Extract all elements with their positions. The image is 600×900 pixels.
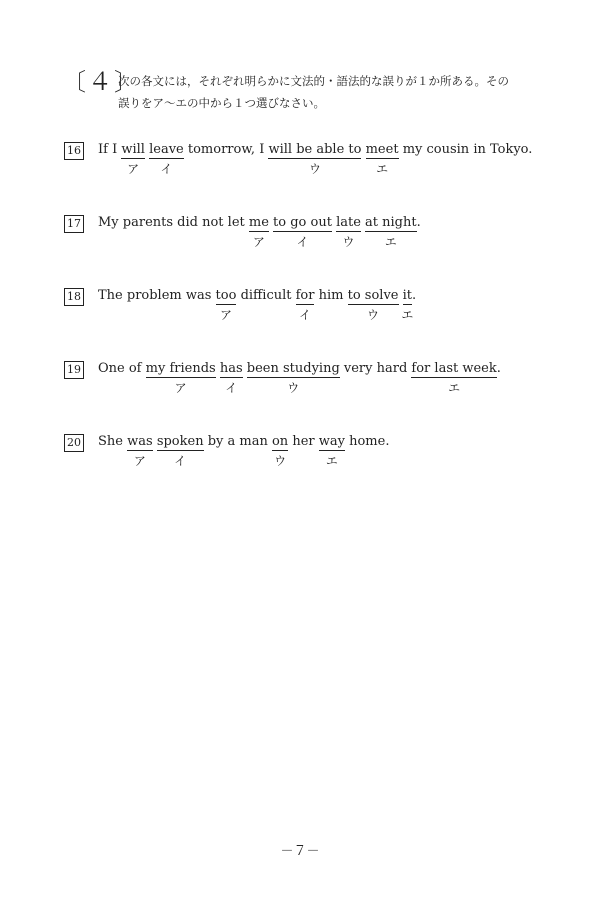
segment-text: will [121,142,145,157]
question-number-box: 18 [64,288,84,306]
segment-text: difficult [236,288,296,303]
segment-text: tomorrow, I [183,142,269,157]
underlined-choice [215,288,237,322]
segment-text: One of [98,361,146,376]
segment-text: to go out [273,215,332,230]
segment-text: . [496,361,501,376]
segment-text: home. [344,434,390,449]
segment-text: her [288,434,319,449]
section-number: 〔４〕 [62,68,140,96]
underlined-choice [246,361,340,395]
sentence-text [314,286,347,306]
choice-label: エ [448,381,461,395]
segment-text: If I [98,142,122,157]
question-sentence [98,432,390,468]
segment-text: will be able to [268,142,362,157]
choice-label: ウ [287,381,300,395]
segment-text: it [402,288,413,303]
sentence-text [184,140,269,160]
segment-text: . [416,215,421,230]
underlined-choice [271,434,289,468]
question-item [64,213,544,263]
question-sentence [98,213,421,249]
underlined-choice [149,142,184,176]
sentence-text [98,286,216,306]
choice-label: ア [174,381,187,395]
instruction-line-2: 誤りをア～エの中から１つ選びなさい。 [118,96,325,110]
underlined-choice [127,434,153,468]
segment-text: meet [365,142,399,157]
segment-text: too [215,288,237,303]
underlined-choice [156,434,204,468]
segment-text: My parents did not let [98,215,249,230]
choice-label: イ [225,381,238,395]
segment-text: late [336,215,361,230]
question-sentence [98,140,533,176]
segment-text: him [314,288,348,303]
question-number-box: 20 [64,434,84,452]
choice-label: ア [219,308,232,322]
choice-label: ウ [274,454,287,468]
question-sentence [98,286,417,322]
underlined-choice [365,142,399,176]
choice-label: ウ [367,308,380,322]
instruction-line-1: 次の各文には，それぞれ明らかに文法的・語法的な誤りが１か所ある。その [118,74,509,88]
underlined-choice [268,142,362,176]
sentence-text [345,432,389,452]
question-item [64,432,544,482]
sentence-text [98,359,146,379]
underlined-choice [336,215,361,249]
choice-label: イ [299,308,312,322]
sentence-text [98,213,249,233]
sentence-text [417,213,421,233]
segment-text: on [271,434,289,449]
segment-text: very hard [339,361,412,376]
segment-text: spoken [156,434,204,449]
sentence-text [98,140,121,160]
question-number-box: 16 [64,142,84,160]
question-item [64,286,544,336]
segment-text: been studying [246,361,340,376]
choice-label: ウ [342,235,355,249]
underlined-choice [295,288,315,322]
sentence-text [412,286,416,306]
segment-text: . [412,288,417,303]
underlined-choice [248,215,269,249]
sentence-text [236,286,295,306]
question-number-box: 17 [64,215,84,233]
segment-text: was [127,434,153,449]
segment-text: my cousin in Tokyo. [398,142,533,157]
choice-label: エ [401,308,414,322]
underlined-choice [347,288,399,322]
underlined-choice [121,142,145,176]
question-item [64,359,544,409]
underlined-choice [401,288,414,322]
segment-text: my friends [145,361,216,376]
choice-label: ウ [308,162,321,176]
segment-text: to solve [347,288,399,303]
segment-text: way [318,434,345,449]
choice-label: イ [174,454,187,468]
underlined-choice [411,361,497,395]
sentence-text [399,140,533,160]
question-item [64,140,544,190]
underlined-choice [365,215,417,249]
choice-label: ア [127,162,140,176]
segment-text: has [219,361,243,376]
sentence-text [98,432,127,452]
choice-label: イ [296,235,309,249]
choice-label: エ [376,162,389,176]
choice-label: エ [325,454,338,468]
section-instructions [118,70,558,114]
segment-text: for last week [411,361,497,376]
underlined-choice [318,434,345,468]
segment-text: The problem was [98,288,216,303]
page-number: －７－ [280,844,320,859]
underlined-choice [219,361,243,395]
choice-label: ア [133,454,146,468]
sentence-text [497,359,501,379]
underlined-choice [273,215,332,249]
question-sentence [98,359,501,395]
underlined-choice [145,361,216,395]
sentence-text [204,432,272,452]
segment-text: me [248,215,269,230]
choice-label: イ [160,162,173,176]
sentence-text [340,359,412,379]
choice-label: エ [384,235,397,249]
segment-text: leave [149,142,184,157]
segment-text: by a man [203,434,272,449]
choice-label: ア [252,235,265,249]
segment-text: at night [365,215,417,230]
segment-text: She [98,434,128,449]
sentence-text [288,432,319,452]
question-number-box: 19 [64,361,84,379]
segment-text: for [295,288,315,303]
